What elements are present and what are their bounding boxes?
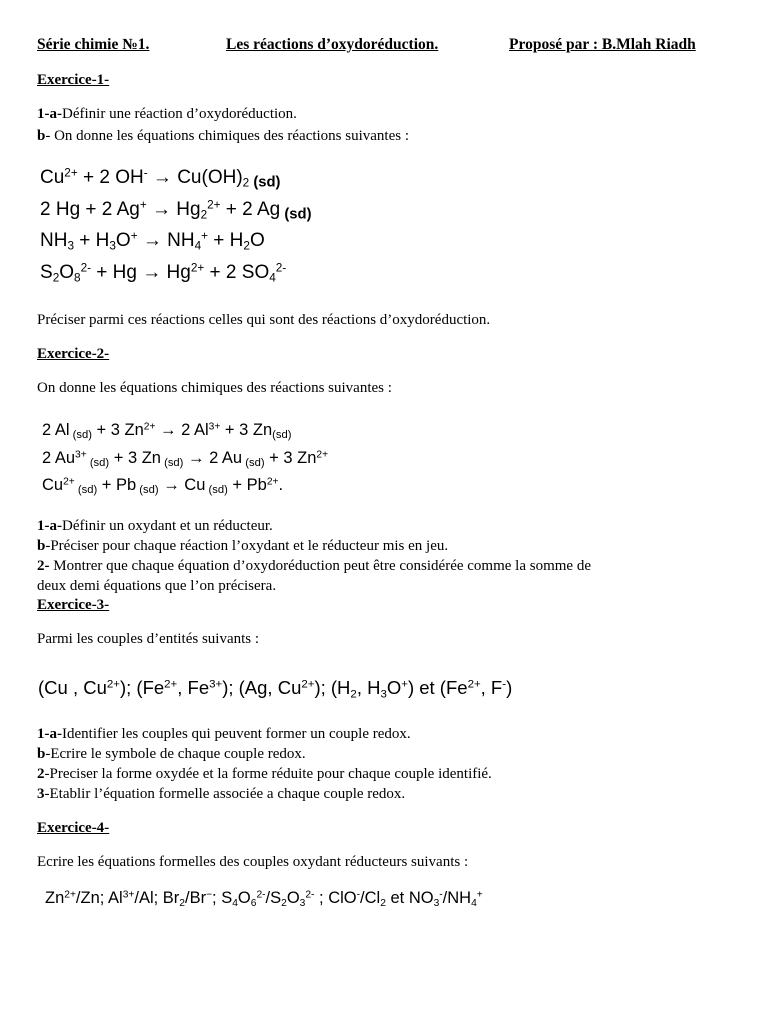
ex2-equation-2: 2 $Au^{3+}$ (sd) + 3 Zn (sd) → 2 Au (sd) + 3 $Zn^{2+}$	[42, 449, 329, 469]
question-text: Définir une réaction d’oxydoréduction.	[62, 106, 297, 122]
ex3-question-2: 2-Preciser la forme oxydée et la forme réduite pour chaque couple identifié.	[37, 766, 492, 782]
ex1-question-1b	[37, 128, 409, 145]
ex3-couples-list: (Cu , $Cu^{2+}$); ($Fe^{2+}$, $Fe^{3+}$); (Ag, $Cu^{2+}$); ($H_2$, $H_3O^+$) et ($Fe^{2+}$, F-)	[38, 677, 513, 701]
exercise-3-heading: Exercice-3-	[37, 597, 110, 613]
ex2-intro: On donne les équations chimiques des réactions suivantes :	[37, 380, 392, 396]
ex1-question-1a	[37, 106, 297, 123]
ex2-equation-1: 2 Al (sd) + 3 $Zn^{2+} \to 2$ $Al^{3+} + 3$ Zn(sd)	[42, 421, 292, 441]
exercise-1-heading: Exercice-1-	[37, 72, 110, 88]
question-letter: -a-	[44, 106, 62, 122]
ex4-couples-list: $Zn^{2+}/Zn$; $Al^{3+}/Al$; $Br_2/Br^-$; $S_4O_6^{2-}/S_2O_3^{2-}$ ; $ClO^-/Cl_2$ et $NO_3^-/NH_4^+$	[45, 889, 483, 910]
ex2-question-1a: 1-a-Définir un oxydant et un réducteur.	[37, 518, 273, 534]
question-text: - On donne les équations chimiques des réactions suivantes :	[45, 128, 410, 144]
document-title: Les réactions d’oxydoréduction.	[226, 36, 439, 53]
question-letter: b	[37, 128, 46, 144]
ex2-question-2-cont: deux demi équations que l’on précisera.	[37, 578, 277, 594]
ex1-equation-1: $Cu^{2+} + 2$ $OH^- \to Cu(OH)_2$ (sd)	[40, 166, 281, 191]
ex1-equation-3: $NH_3 + H_3O^+ \to NH_4^+ + H_2O$	[40, 229, 265, 253]
author-label: Proposé par : B.Mlah Riadh	[509, 36, 696, 53]
ex2-question-2: 2- Montrer que chaque équation d’oxydoréduction peut être considérée comme la somme de	[37, 558, 591, 574]
ex1-conclusion: Préciser parmi ces réactions celles qui sont des réactions d’oxydoréduction.	[37, 312, 491, 328]
ex3-question-1b: b-Ecrire le symbole de chaque couple redox.	[37, 746, 306, 762]
question-number: 1	[37, 106, 45, 122]
exercise-4-heading: Exercice-4-	[37, 820, 110, 836]
ex1-equation-2: 2 Hg + 2 $Ag^+ \to Hg_2^{2+} + 2$ Ag (sd)	[40, 198, 312, 223]
series-label: Série chimie №1.	[37, 36, 150, 53]
ex2-question-1b: b-Préciser pour chaque réaction l’oxydant et le réducteur mis en jeu.	[37, 538, 449, 554]
ex3-intro: Parmi les couples d’entités suivants :	[37, 631, 260, 647]
ex3-question-3: 3-Etablir l’équation formelle associée a chaque couple redox.	[37, 786, 406, 802]
ex4-intro: Ecrire les équations formelles des couples oxydant réducteurs suivants :	[37, 854, 469, 870]
ex1-equation-4: $S_2O_8^{2-} + Hg \to Hg^{2+} + 2$ $SO_4^{2-}$	[40, 261, 287, 285]
ex3-question-1a: 1-a-Identifier les couples qui peuvent former un couple redox.	[37, 726, 411, 742]
exercise-2-heading: Exercice-2-	[37, 346, 110, 362]
ex2-equation-3: $Cu^{2+}$ (sd) + Pb (sd) → Cu $(sd) + Pb^{2+}$.	[42, 476, 284, 496]
